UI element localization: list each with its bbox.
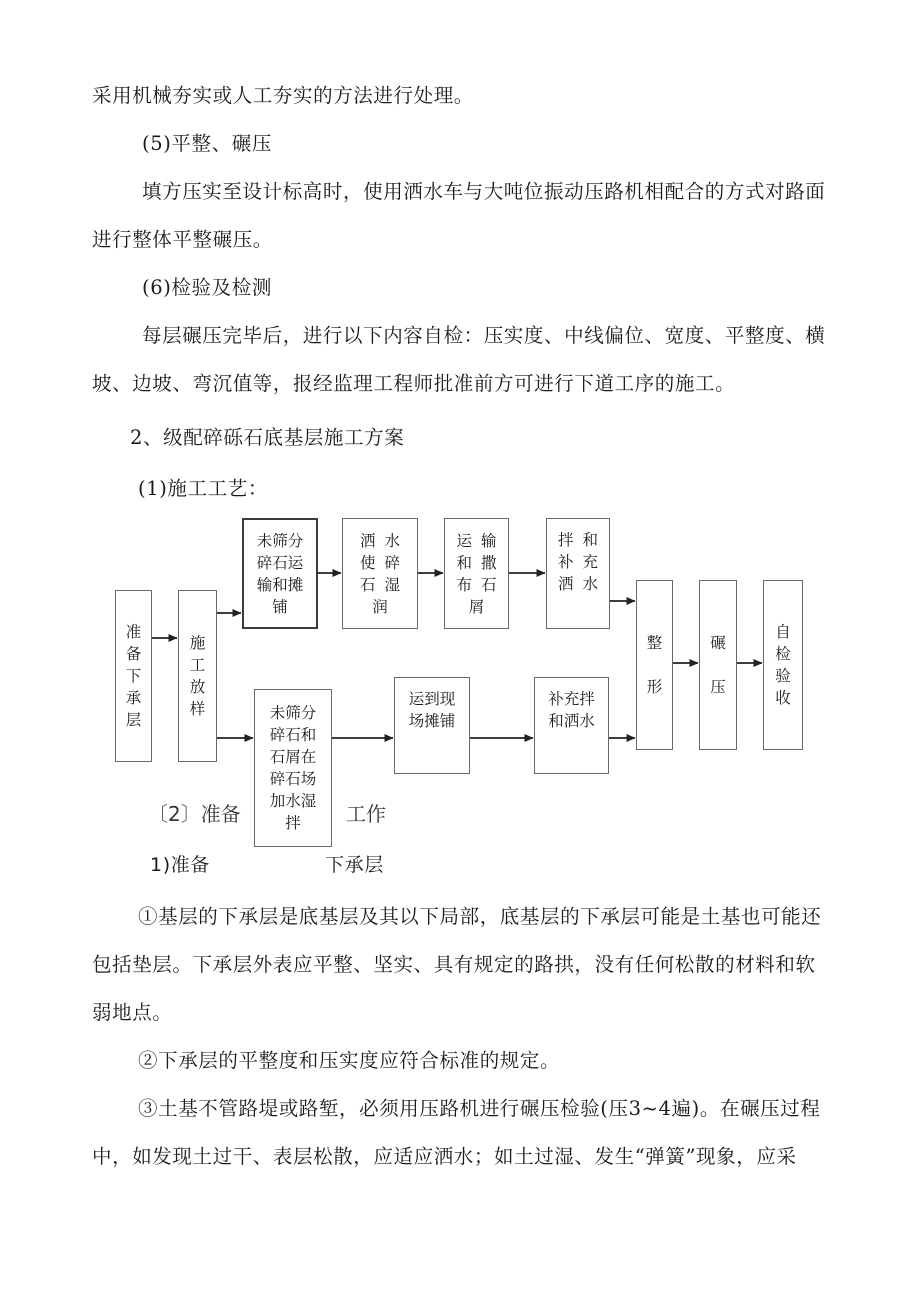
section-heading: 2、级配碎砾石底基层施工方案 <box>130 426 405 449</box>
box-shaping: 整 形 <box>636 580 673 750</box>
paragraph-line: 中，如发现土过干、表层松散，应适应洒水；如土过湿、发生“弹簧”现象，应采 <box>92 1145 797 1168</box>
heading-5: (5)平整、碾压 <box>142 132 272 155</box>
paragraph-line: 每层碾压完毕后，进行以下内容自检：压实度、中线偏位、宽度、平整度、横 <box>142 324 826 347</box>
box-self-inspection: 自 检 验 收 <box>763 580 803 750</box>
box-prepare-subgrade: 准 备 下 承 层 <box>115 590 152 762</box>
paragraph-line: 弱地点。 <box>92 1001 173 1024</box>
paragraph-line: ②下承层的平整度和压实度应符合标准的规定。 <box>138 1049 561 1072</box>
overlay-heading-work: 工作 <box>346 802 386 826</box>
paragraph-line: 包括垫层。下承层外表应平整、坚实、具有规定的路拱，没有任何松散的材料和软 <box>92 953 816 976</box>
paragraph-line: ①基层的下承层是底基层及其以下局部，底基层的下承层可能是土基也可能还 <box>138 905 822 928</box>
paragraph-line: ③土基不管路堤或路堑，必须用压路机进行碾压检验(压3~4遍)。在碾压过程 <box>138 1097 821 1120</box>
subheading-text: 下承层 <box>325 854 384 876</box>
box-transport-spread-chips: 运输 和撒 布石 屑 <box>444 518 509 629</box>
paragraph-line: 采用机械夯实或人工夯实的方法进行处理。 <box>92 84 474 107</box>
subheading: (1)施工工艺： <box>138 477 268 500</box>
paragraph-line: 坡、边坡、弯沉值等，报经监理工程师批准前方可进行下道工序的施工。 <box>92 372 736 395</box>
paragraph-line: 填方压实至设计标高时，使用洒水车与大吨位振动压路机相配合的方式对路面 <box>142 180 826 203</box>
box-unscreened-transport-spread: 未筛分 碎石运 输和摊 铺 <box>242 518 318 629</box>
box-supplement-mix-water: 补充拌 和洒水 <box>534 677 609 774</box>
paragraph-line: 进行整体平整碾压。 <box>92 228 273 251</box>
box-rolling: 碾 压 <box>699 580 737 750</box>
subheading-label: 1)准备 <box>150 854 210 876</box>
box-water-wet-gravel: 洒水 使碎 石湿 润 <box>342 518 418 629</box>
box-transport-site-spread: 运到现 场摊铺 <box>394 677 470 774</box>
overlay-heading-prep: 〔2〕准备 <box>148 802 241 826</box>
box-yard-wet-mix: 未筛分 碎石和 石屑在 碎石场 加水湿 拌 <box>254 689 332 847</box>
box-construction-stakeout: 施 工 放 样 <box>178 590 217 762</box>
box-mix-add-water: 拌和 补充 洒水 <box>546 518 610 629</box>
heading-6: (6)检验及检测 <box>142 276 272 299</box>
